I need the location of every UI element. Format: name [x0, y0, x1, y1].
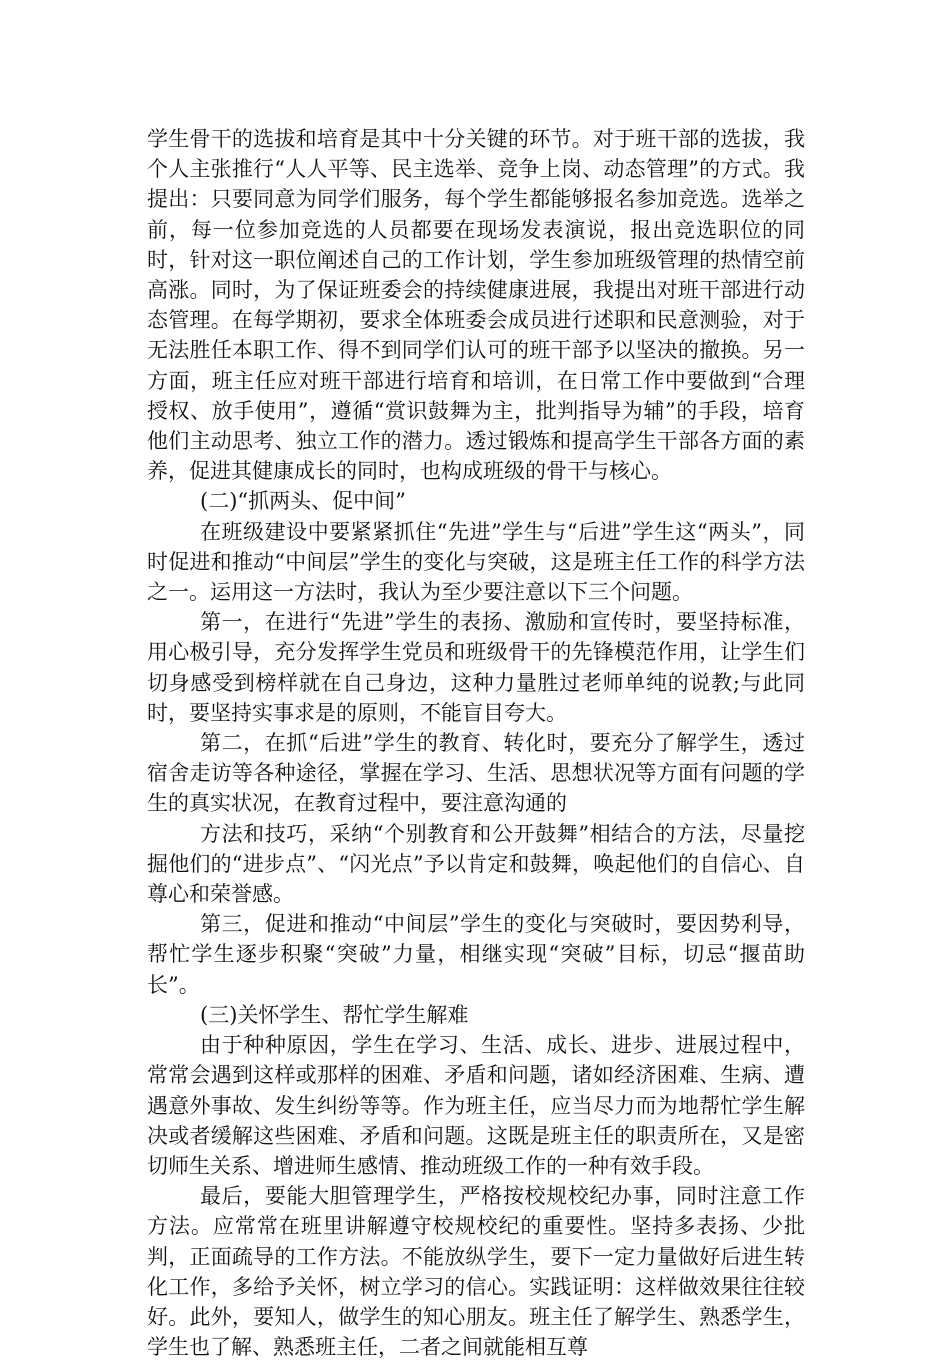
- paragraph-cadre-selection: 学生骨干的选拔和培育是其中十分关键的环节。对于班干部的选拔，我个人主张推行“人人平等、民主选举、竞争上岗、动态管理”的方式。我提出：只要同意为同学们服务，每个学生都能够报名参加竞选。选举之前，每一位参加竞选的人员都要在现场发表演说，报出竞选职位的同时，针对这一职位阐述自己的工作计划，学生参加班级管理的热情空前高涨。同时，为了保证班委会的持续健康进展，我提出对班干部进行动态管理。在每学期初，要求全体班委会成员进行述职和民意测验，对于无法胜任本职工作、得不到同学们认可的班干部予以坚决的撤换。另一方面，班主任应对班干部进行培育和培训，在日常工作中要做到“合理授权、放手使用”，遵循“赏识鼓舞为主，批判指导为辅”的手段，培育他们主动思考、独立工作的潜力。透过锻炼和提高学生干部各方面的素养，促进其健康成长的同时，也构成班级的骨干与核心。: [147, 127, 805, 484]
- paragraph-second-point: 第二，在抓“后进”学生的教育、转化时，要充分了解学生，透过宿舍走访等各种途径，掌握在学习、生活、思想状况等方面有问题的学生的真实状况，在教育过程中，要注意沟通的: [147, 731, 805, 816]
- section-heading-two-ends: (二)“抓两头、促中间”: [200, 489, 406, 514]
- paragraph-final-points: 最后，要能大胆管理学生，严格按校规校纪办事，同时注意工作方法。应常常在班里讲解遵守校规校纪的重要性。坚持多表扬、少批判，正面疏导的工作方法。不能放纵学生，要下一定力量做好后进生转化工作，多给予关怀，树立学习的信心。实践证明：这样做效果往往较好。此外，要知人，做学生的知心朋友。班主任了解学生、熟悉学生，学生也了解、熟悉班主任，二者之间就能相互尊: [147, 1184, 805, 1360]
- section-heading-care-students: (三)关怀学生、帮忙学生解难: [200, 1002, 469, 1027]
- paragraph-first-point: 第一，在进行“先进”学生的表扬、激励和宣传时，要坚持标准，用心极引导，充分发挥学生党员和班级骨干的先锋模范作用，让学生们切身感受到榜样就在自己身边，这种力量胜过老师单纯的说教;与此同时，要坚持实事求是的原则，不能盲目夸大。: [147, 610, 805, 725]
- paragraph-third-point: 第三，促进和推动“中间层”学生的变化与突破时，要因势利导，帮忙学生逐步积聚“突破”力量，相继实现“突破”目标，切忌“揠苗助长”。: [147, 912, 805, 997]
- paragraph-care-students: 由于种种原因，学生在学习、生活、成长、进步、进展过程中，常常会遇到这样或那样的困难、矛盾和问题，诸如经济困难、生病、遭遇意外事故、发生纠纷等等。作为班主任，应当尽力而为地帮忙学生解决或者缓解这些困难、矛盾和问题。这既是班主任的职责所在，又是密切师生关系、增进师生感情、推动班级工作的一种有效手段。: [147, 1033, 805, 1178]
- paragraph-second-point-continued: 方法和技巧，采纳“个别教育和公开鼓舞”相结合的方法，尽量挖掘他们的“进步点”、“闪光点”予以肯定和鼓舞，唤起他们的自信心、自尊心和荣誉感。: [147, 821, 805, 907]
- paragraph-two-ends-intro: 在班级建设中要紧紧抓住“先进”学生与“后进”学生这“两头”，同时促进和推动“中间层”学生的变化与突破，这是班主任工作的科学方法之一。运用这一方法时，我认为至少要注意以下三个问题。: [147, 519, 805, 605]
- document-body: [147, 124, 805, 1362]
